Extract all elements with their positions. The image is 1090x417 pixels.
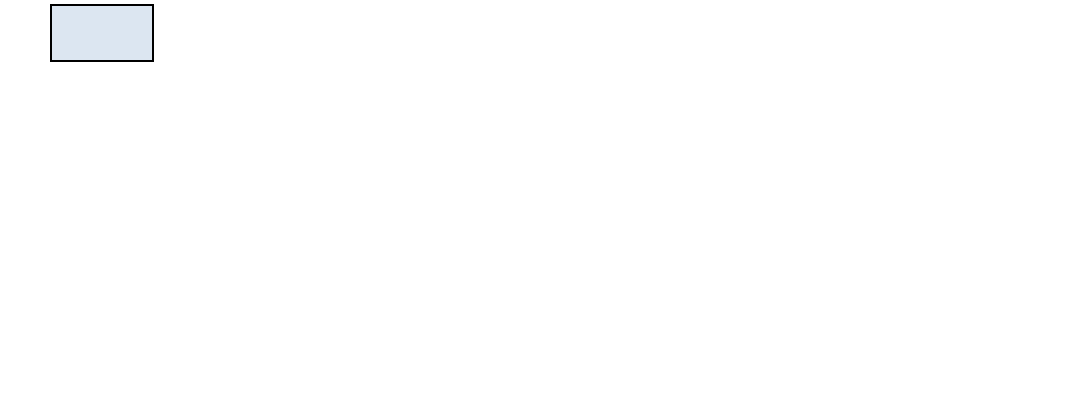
header-area: [14, 0, 1090, 104]
publication-box[interactable]: [50, 4, 154, 62]
